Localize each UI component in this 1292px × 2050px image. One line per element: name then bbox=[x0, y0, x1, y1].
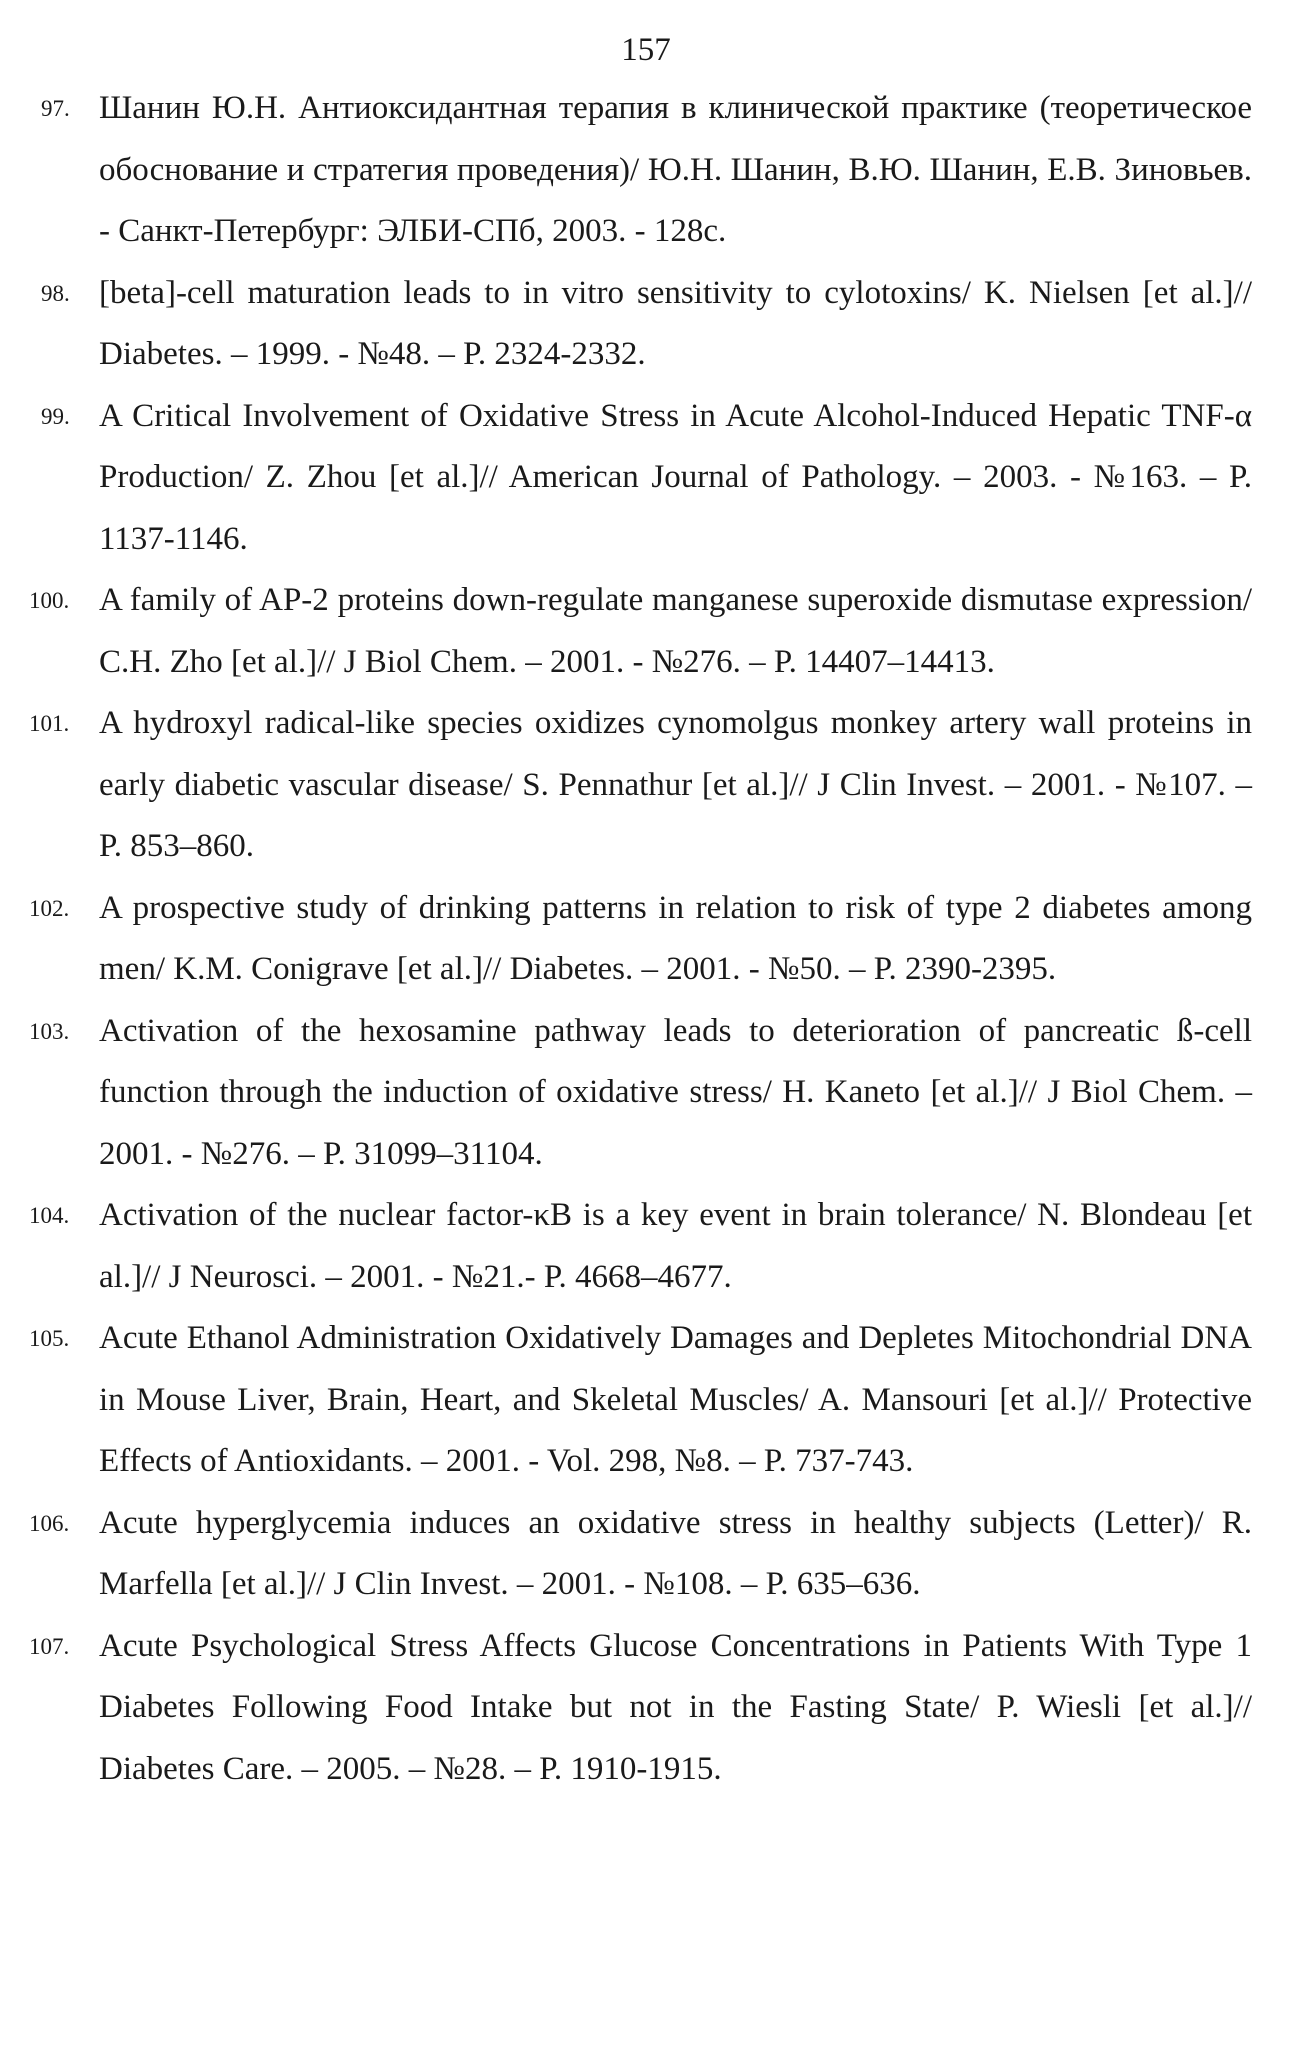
reference-text: Шанин Ю.Н. Антиоксидантная терапия в клинической практике (теоретическое обоснование и стратегия проведения)/ Ю.Н. Шанин, В.Ю. Шанин, Е.В. Зиновьев. - Санкт-Петербург: ЭЛБИ-СПб, 2003. - 128с. bbox=[99, 90, 1252, 249]
reference-number: 99. bbox=[41, 403, 70, 429]
reference-item bbox=[29, 1185, 1252, 1308]
reference-text: A Critical Involvement of Oxidative Stress in Acute Alcohol-Induced Hepatic TNF-α Production/ Z. Zhou [et al.]// American Journal of Pathology. – 2003. - №163. – P. 1137-1146. bbox=[99, 397, 1252, 557]
reference-text: [beta]-cell maturation leads to in vitro sensitivity to cylotoxins/ K. Nielsen [et al.]// Diabetes. – 1999. - №48. – P. 2324-2332. bbox=[99, 274, 1252, 372]
reference-text: A family of AP-2 proteins down-regulate manganese superoxide dismutase expression/ C.H. Zho [et al.]// J Biol Chem. – 2001. - №276. – P. 14407–14413. bbox=[99, 582, 1252, 680]
reference-number: 102. bbox=[29, 895, 70, 921]
reference-item bbox=[29, 1308, 1252, 1493]
reference-item bbox=[41, 386, 1252, 571]
reference-item bbox=[29, 1493, 1252, 1616]
reference-list bbox=[0, 78, 1292, 1800]
reference-item bbox=[29, 878, 1252, 1001]
reference-item bbox=[29, 1616, 1252, 1801]
reference-text: Activation of the nuclear factor-κB is a key event in brain tolerance/ N. Blondeau [et al.]// J Neurosci. – 2001. - №21.- P. 4668–4677. bbox=[99, 1197, 1252, 1295]
reference-number: 105. bbox=[29, 1326, 70, 1351]
reference-number: 106. bbox=[29, 1510, 70, 1536]
reference-number: 100. bbox=[29, 588, 70, 613]
reference-item bbox=[29, 570, 1252, 693]
reference-text: Acute Psychological Stress Affects Glucose Concentrations in Patients With Type 1 Diabetes Following Food Intake but not in the Fasting State/ P. Wiesli [et al.]// Diabetes Care. – 2005. – №28. – P. 1910-1915. bbox=[99, 1627, 1252, 1787]
page-number: 157 bbox=[621, 32, 671, 68]
reference-item bbox=[41, 263, 1252, 386]
reference-item bbox=[29, 693, 1252, 878]
reference-number: 101. bbox=[29, 711, 70, 736]
reference-text: Acute hyperglycemia induces an oxidative stress in healthy subjects (Letter)/ R. Marfella [et al.]// J Clin Invest. – 2001. - №108. – P. 635–636. bbox=[99, 1504, 1252, 1602]
reference-item bbox=[29, 1001, 1252, 1186]
reference-number: 104. bbox=[29, 1203, 70, 1228]
reference-number: 98. bbox=[41, 280, 70, 306]
reference-number: 103. bbox=[29, 1018, 70, 1044]
reference-text: Acute Ethanol Administration Oxidatively Damages and Depletes Mitochondrial DNA in Mouse Liver, Brain, Heart, and Skeletal Muscles/ A. Mansouri [et al.]// Protective Effects of Antioxidants. – 2001. - Vol. 298, №8. – P. 737-743. bbox=[99, 1320, 1252, 1479]
reference-number: 107. bbox=[29, 1633, 70, 1659]
reference-text: Activation of the hexosamine pathway leads to deterioration of pancreatic ß-cell function through the induction of oxidative stress/ H. Kaneto [et al.]// J Biol Chem. – 2001. - №276. – P. 31099–31104. bbox=[99, 1012, 1252, 1172]
reference-text: A prospective study of drinking patterns in relation to risk of type 2 diabetes among men/ K.M. Conigrave [et al.]// Diabetes. – 2001. - №50. – P. 2390-2395. bbox=[99, 889, 1252, 987]
reference-text: A hydroxyl radical-like species oxidizes cynomolgus monkey artery wall proteins in early diabetic vascular disease/ S. Pennathur [et al.]// J Clin Invest. – 2001. - №107. – P. 853–860. bbox=[99, 705, 1252, 864]
reference-item bbox=[41, 78, 1252, 263]
reference-number: 97. bbox=[41, 96, 70, 121]
